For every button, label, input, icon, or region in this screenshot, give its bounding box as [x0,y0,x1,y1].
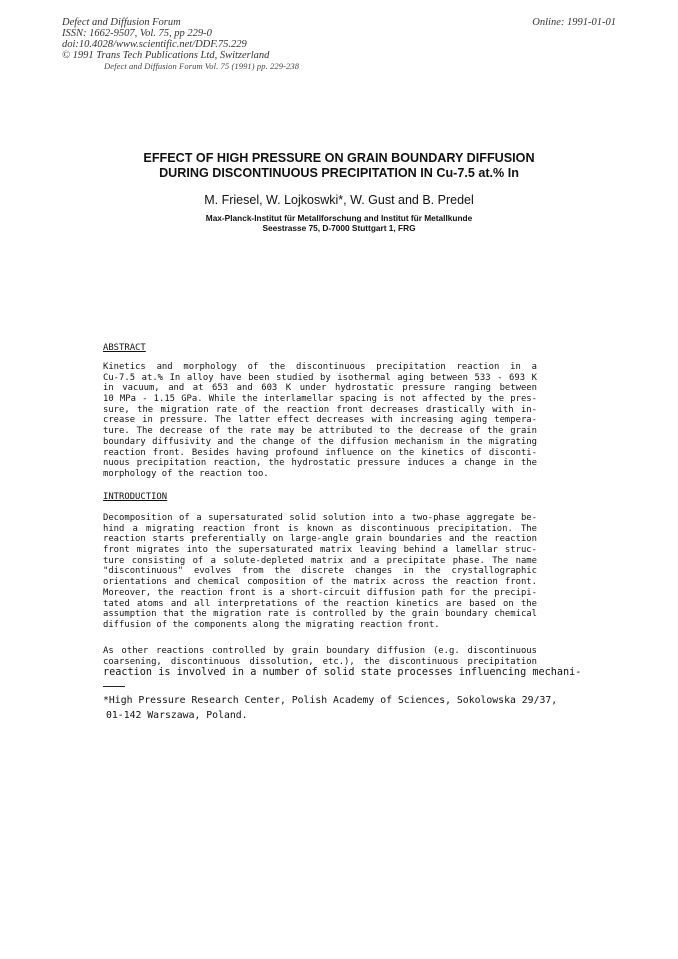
abstract-body [103,362,537,480]
paper-title [0,151,678,181]
abstract-line: in vacuum, and at 653 and 603 K under hydrostatic pressure ranging between [103,383,537,394]
introduction-paragraph-2 [103,646,582,679]
body-line: reaction is involved in a number of solid state processes influencing mechani- [103,667,582,679]
abstract-line: crease in pressure. The latter effect decreases with increasing aging tempera- [103,415,537,426]
footnote-line-1: *High Pressure Research Center, Polish Academy of Sciences, Sokolowska 29/37, [103,695,558,706]
abstract-line: Cu-7.5 at.% In alloy have been studied by isothermal aging between 533 - 693 K [103,372,537,383]
body-line: orientations and chemical composition of the matrix across the reaction front. [103,577,537,588]
abstract-line: Kinetics and morphology of the discontinuous precipitation reaction in a [103,362,537,372]
copyright-line: © 1991 Trans Tech Publications Ltd, Switzerland [62,50,270,61]
body-line: Moreover, the reaction front is a short-circuit diffusion path for the precipi- [103,587,537,598]
body-line: ture consisting of a solute-depleted matrix and a precipitate phase. The name [103,555,537,566]
abstract-line: 10 MPa - 1.15 GPa. While the interlamellar spacing is not affected by the pres- [103,394,537,405]
title-line-2: DURING DISCONTINUOUS PRECIPITATION IN Cu-7.5 at.% In [159,166,519,180]
abstract-line: reaction front. Besides having profound influence on the kinetics of disconti- [103,447,537,458]
footnote-rule [103,686,125,687]
body-line: "discontinuous" evolves from the discrete changes in the crystallographic [103,566,537,577]
abstract-line: boundary diffusivity and the change of the diffusion mechanism in the migrating [103,436,537,447]
body-line: Decomposition of a supersaturated solid solution into a two-phase aggregate be- [103,513,537,523]
body-line: coarsening, discontinuous dissolution, etc.), the discontinuous precipitation [103,656,537,667]
body-line: assumption that the migration rate is controlled by the grain boundary chemical [103,609,537,620]
body-line: front migrates into the supersaturated matrix leaving behind a lamellar struc- [103,545,537,556]
introduction-heading: INTRODUCTION [103,492,168,502]
abstract-line: ture. The decrease of the rate may be attributed to the decrease of the grain [103,426,537,437]
introduction-paragraph-1 [103,513,537,631]
abstract-line: nuous precipitation reaction, the hydrostatic pressure induces a change in the [103,458,537,469]
journal-name: Defect and Diffusion Forum [62,17,181,28]
body-line: hind a migrating reaction front is known as discontinuous precipitation. The [103,523,537,534]
original-journal-header: Defect and Diffusion Forum Vol. 75 (1991) pp. 229-238 [104,61,300,71]
body-line: As other reactions controlled by grain boundary diffusion (e.g. discontinuous [103,646,537,656]
abstract-line: morphology of the reaction too. [103,468,269,479]
footnote-line-2: 01-142 Warszawa, Poland. [106,710,248,721]
author-list: M. Friesel, W. Lojkoswki*, W. Gust and B. Predel [204,193,474,207]
abstract-line: sure, the migration rate of the reaction front decreases drastically with in- [103,404,537,415]
body-line: diffusion of the components along the migrating reaction front. [103,619,440,630]
footnote [103,693,557,723]
affiliation-line-2: Seestrasse 75, D-7000 Stuttgart 1, FRG [262,223,416,233]
body-line: tated atoms and all interpretations of the reaction kinetics are based on the [103,598,537,609]
issn-line: ISSN: 1662-9507, Vol. 75, pp 229-0 [62,28,212,39]
doi-line[interactable]: doi:10.4028/www.scientific.net/DDF.75.229 [62,39,247,50]
affiliation-line-1: Max-Planck-Institut für Metallforschung and Institut für Metallkunde [205,213,473,223]
title-line-1: EFFECT OF HIGH PRESSURE ON GRAIN BOUNDARY DIFFUSION [143,151,535,165]
online-date: Online: 1991-01-01 [532,17,616,28]
abstract-heading: ABSTRACT [103,343,146,353]
affiliation [0,213,678,233]
body-line: reaction starts preferentially on large-angle grain boundaries and the reaction [103,534,537,545]
